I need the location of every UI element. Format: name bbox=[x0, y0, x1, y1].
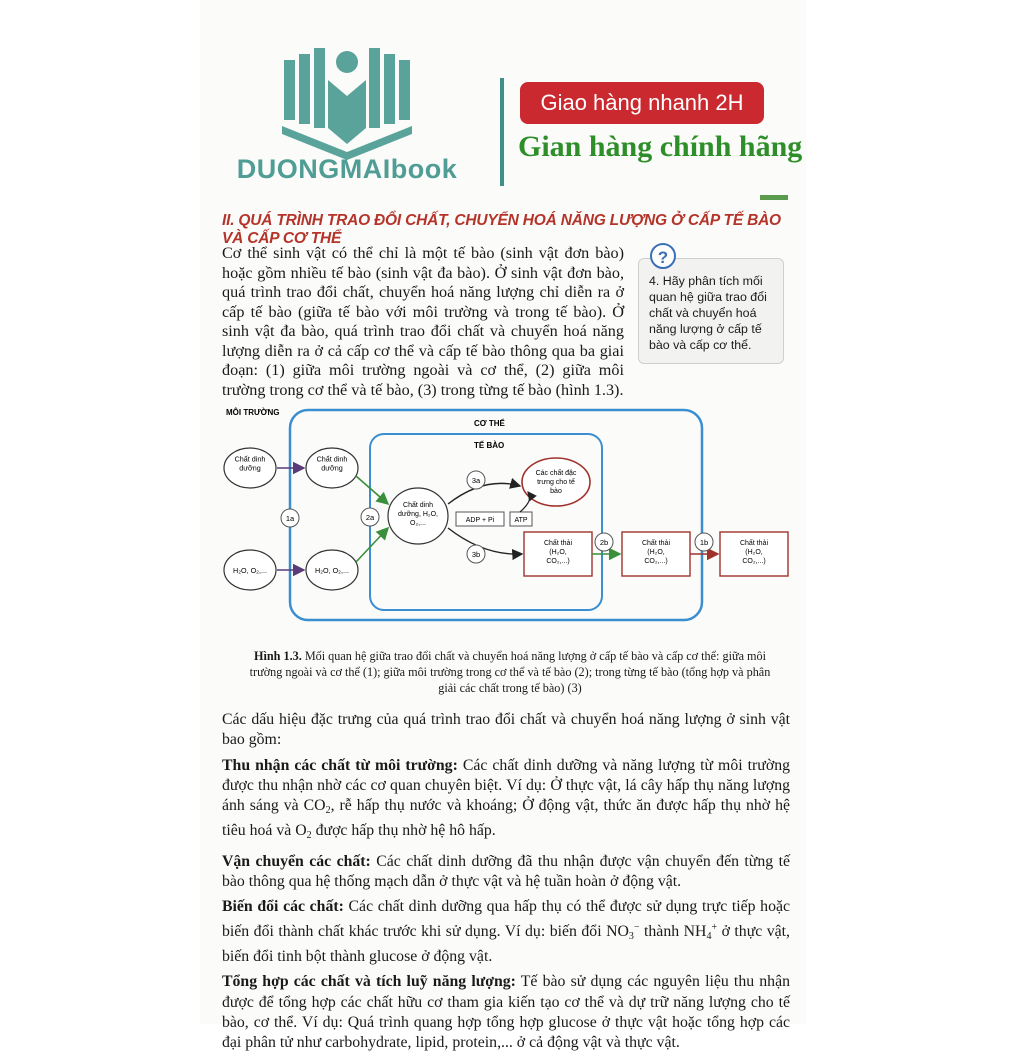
term-intake: Thu nhận các chất từ môi trường: bbox=[222, 756, 458, 774]
atp-label: ATP bbox=[514, 517, 528, 524]
question-box bbox=[638, 258, 784, 364]
figure-caption bbox=[240, 648, 780, 696]
gas-inner-label: H₂O, O₂,... bbox=[315, 566, 349, 575]
question-text: 4. Hãy phân tích mối quan hệ giữa trao đổi chất và chuyển hoá năng lượng ở cấp tế bào và cấp cơ thể. bbox=[649, 274, 767, 352]
arrow-3a bbox=[448, 483, 520, 504]
step-2a: 2a bbox=[365, 513, 375, 522]
waste-env-label: Chất thải (H₂O, CO₂,...) bbox=[739, 540, 769, 565]
nutrient-outer-label: Chất dinh dưỡng bbox=[234, 454, 266, 473]
step-1a: 1a bbox=[285, 514, 295, 523]
waste-cell-label: Chất thải (H₂O, CO₂,...) bbox=[543, 540, 573, 565]
body-text bbox=[222, 710, 790, 1058]
term-transport: Vận chuyển các chất: bbox=[222, 852, 371, 870]
paragraph-transform: Biến đổi các chất: Các chất dinh dưỡng qua hấp thụ có thể được sử dụng trực tiếp hoặc biến đổi thành chất khác trước khi sử dụng. Ví dụ: biến đổi $NO_3^-$ thành $NH_4^+$ ở thực vật, biến đổi tinh bột thành glucose ở động vật. bbox=[222, 898, 791, 965]
metabolism-diagram bbox=[222, 404, 802, 644]
question-icon: ? bbox=[650, 243, 676, 269]
adp-label: ADP + Pi bbox=[465, 517, 495, 524]
body-label: CƠ THỂ bbox=[474, 419, 505, 428]
cell-label: TẾ BÀO bbox=[474, 441, 505, 450]
paragraph-intake: Thu nhận các chất từ môi trường: Các chất dinh dưỡng và năng lượng từ môi trường được thu nhận nhờ các cơ quan chuyên biệt. Ví dụ: Ở thực vật, lá cây hấp thụ năng lượng ánh sáng và $CO_2$, rễ hấp thụ nước và khoáng; Ở động vật, thức ăn được hấp thụ nhờ hệ tiêu hoá và $O_2$ được hấp thụ nhờ hệ hô hấp. bbox=[222, 756, 790, 842]
step-2b: 2b bbox=[599, 538, 609, 547]
brand-name: DUONGMAIbook bbox=[236, 154, 458, 184]
intro-paragraph: Cơ thể sinh vật có thể chỉ là một tế bào (sinh vật đơn bào) hoặc gồm nhiều tế bào (sinh vật đa bào). Ở sinh vật đơn bào, quá trình trao đổi chất, chuyển hoá năng lượng chỉ diễn ra ở cấp tế bào (giữa tế bào với môi trường và trong tế bào). Ở sinh vật đa bào, quá trình trao đổi chất và chuyển hoá năng lượng diễn ra ở cả cấp cơ thể và cấp tế bào thông qua ba giai đoạn: (1) giữa môi trường ngoài và cơ thể, (2) giữa môi trường trong cơ thể và tế bào, (3) trong từng tế bào (hình 1.3). bbox=[222, 244, 624, 399]
env-label: MÔI TRƯỜNG bbox=[226, 408, 280, 417]
step-3b: 3b bbox=[471, 550, 481, 559]
accent-bar bbox=[760, 195, 788, 200]
term-synthesis: Tổng hợp các chất và tích luỹ năng lượng: bbox=[222, 973, 516, 991]
nutrient-inner-label: Chất dinh dưỡng bbox=[316, 454, 348, 473]
caption-text: Mối quan hệ giữa trao đổi chất và chuyển hoá năng lượng ở cấp tế bào và cấp cơ thể: giữa môi trường ngoài và cơ thể (1); giữa môi trường trong cơ thể và tế bào (2); trong từng tế bào (tổng hợp và phân giải các chất trong tế bào) (3) bbox=[249, 649, 771, 695]
divider bbox=[500, 78, 504, 186]
lead-paragraph: Các dấu hiệu đặc trưng của quá trình trao đổi chất và chuyển hoá năng lượng ở sinh vật bao gồm: bbox=[222, 711, 790, 749]
term-transform: Biến đổi các chất: bbox=[222, 898, 344, 916]
special-label: Các chất đặc trưng cho tế bào bbox=[535, 470, 577, 495]
brand-tagline: Gian hàng chính hãng bbox=[518, 130, 803, 163]
caption-label: Hình 1.3. bbox=[254, 649, 302, 663]
center-label: Chất dinh dưỡng, H₂O, O₂,... bbox=[397, 502, 439, 527]
step-3a: 3a bbox=[471, 476, 481, 485]
delivery-badge: Giao hàng nhanh 2H bbox=[520, 82, 764, 124]
paragraph-synthesis: Tổng hợp các chất và tích luỹ năng lượng: Tế bào sử dụng các nguyên liệu thu nhận được để tổng hợp các chất hữu cơ tham gia kiến tạo cơ thể và dự trữ năng lượng cho tế bào, cơ thể. Ví dụ: Quá trình quang hợp tổng hợp glucose ở thực vật hoặc tổng hợp các đại phân tử như carbohydrate, lipid, protein,... ở cả động vật và thực vật. bbox=[222, 973, 790, 1052]
arrow-3b bbox=[448, 528, 522, 554]
step-1b: 1b bbox=[699, 538, 709, 547]
paragraph-transport: Vận chuyển các chất: Các chất dinh dưỡng đã thu nhận được vận chuyển đến từng tế bào thông qua hệ thống mạch dẫn ở thực vật và hệ tuần hoàn ở động vật. bbox=[222, 852, 790, 891]
arrow-2a-bottom bbox=[356, 528, 388, 562]
arrow-2a-top bbox=[356, 476, 388, 504]
waste-body-label: Chất thải (H₂O, CO₂,...) bbox=[641, 540, 671, 565]
section-heading: II. QUÁ TRÌNH TRAO ĐỔI CHẤT, CHUYỂN HOÁ NĂNG LƯỢNG Ở CẤP TẾ BÀO VÀ CẤP CƠ THỂ bbox=[222, 212, 781, 247]
gas-outer-label: H₂O, O₂,... bbox=[233, 566, 267, 575]
